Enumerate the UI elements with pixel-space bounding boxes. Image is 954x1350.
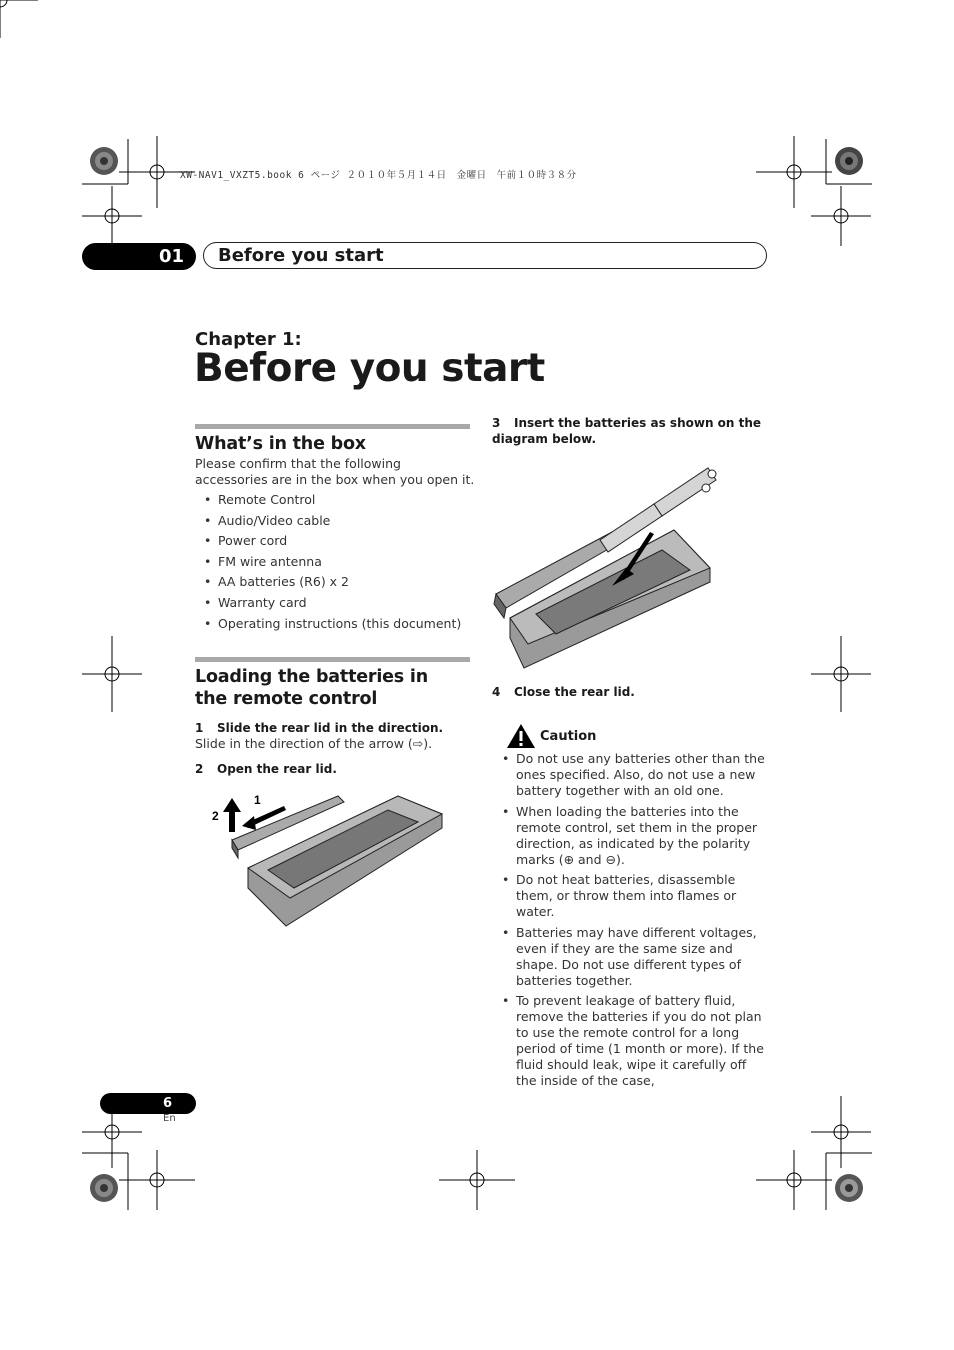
list-item: • When loading the batteries into the remote control, set them in the proper direction, as indicated by the polarity marks (⊕ and ⊖). — [494, 804, 766, 868]
print-file-header: XW-NAV1_VXZT5.book 6 ページ ２０１０年５月１４日 金曜日 午前１０時３８分 — [180, 170, 577, 181]
section-rule — [195, 657, 470, 662]
whats-in-box-heading: What’s in the box — [195, 434, 366, 454]
whats-in-box-intro: Please confirm that the following accessories are in the box when you open it. — [195, 456, 475, 487]
section-rule — [195, 424, 470, 429]
caution-list — [494, 751, 766, 1094]
list-item: • To prevent leakage of battery fluid, remove the batteries if you do not plan to use the remote control for a long period of time (1 month or more). If the fluid should leak, wipe it carefully off the inside of the case, — [494, 993, 766, 1089]
list-item: • Warranty card — [195, 595, 475, 616]
loading-batteries-heading: Loading the batteries in the remote control — [195, 667, 428, 709]
step-1-description: Slide in the direction of the arrow (⇨). — [195, 736, 433, 751]
list-item: • AA batteries (R6) x 2 — [195, 574, 475, 595]
figure-label-2: 2 — [212, 809, 219, 823]
step-1: 1 Slide the rear lid in the direction. — [195, 721, 444, 735]
chapter-running-title: Before you start — [203, 242, 767, 269]
list-item: • Audio/Video cable — [195, 513, 475, 534]
list-item: • Remote Control — [195, 492, 475, 513]
insert-batteries-illustration — [494, 458, 714, 673]
chapter-number-badge: 01 — [82, 243, 196, 270]
caution-label: Caution — [540, 729, 597, 744]
list-item: • Batteries may have different voltages, even if they are the same size and shape. Do not use different types of batteries together. — [494, 925, 766, 989]
accessory-list — [195, 492, 475, 636]
page-number: 6 — [100, 1093, 196, 1114]
step-4: 4 Close the rear lid. — [492, 685, 635, 699]
list-item: • Do not use any batteries other than the ones specified. Also, do not use a new battery together with an old one. — [494, 751, 766, 799]
list-item: • FM wire antenna — [195, 554, 475, 575]
list-item: • Operating instructions (this document) — [195, 616, 475, 637]
chapter-title: Before you start — [194, 346, 545, 391]
step-3: 3 Insert the batteries as shown on the diagram below. — [492, 416, 762, 446]
figure-label-1: 1 — [254, 793, 261, 807]
list-item: • Power cord — [195, 533, 475, 554]
chapter-label: Chapter 1: — [195, 329, 302, 350]
step-2: 2 Open the rear lid. — [195, 762, 337, 776]
list-item: • Do not heat batteries, disassemble them, or throw them into flames or water. — [494, 872, 766, 920]
remote-open-lid-illustration — [208, 788, 448, 928]
warning-icon — [506, 723, 536, 749]
page-language: En — [163, 1113, 176, 1124]
